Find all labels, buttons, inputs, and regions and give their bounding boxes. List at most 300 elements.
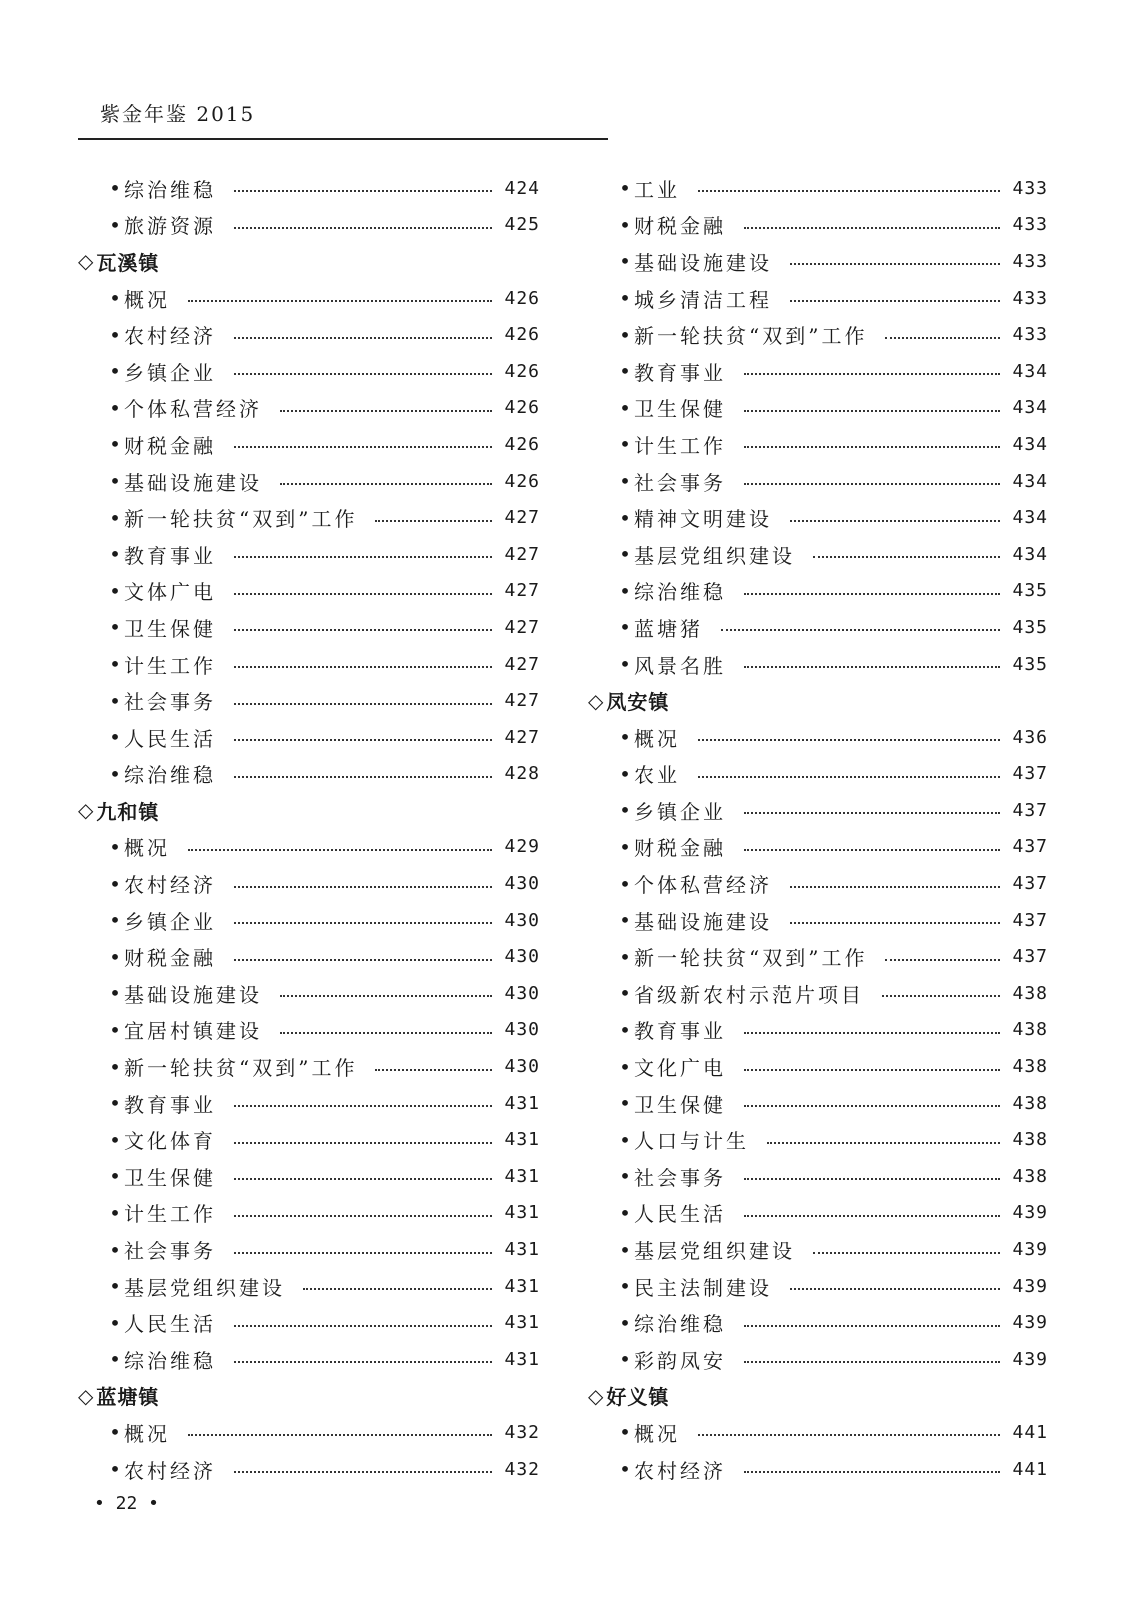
- bullet-icon: •: [109, 652, 121, 677]
- bullet-icon: •: [619, 176, 631, 201]
- dot-leader: [744, 1032, 1000, 1034]
- toc-entry[interactable]: [78, 1121, 540, 1158]
- toc-column-left: [78, 170, 540, 1487]
- toc-entry[interactable]: [78, 207, 540, 244]
- diamond-icon: ◇: [78, 798, 95, 823]
- bullet-icon: •: [619, 1200, 631, 1225]
- entry-page-number: 432: [504, 1458, 540, 1480]
- bullet-icon: •: [619, 1237, 631, 1262]
- entry-title: 乡镇企业: [634, 799, 726, 824]
- toc-entry[interactable]: [588, 1012, 1048, 1049]
- dot-leader: [234, 703, 492, 705]
- bullet-icon: •: [619, 578, 631, 603]
- entry-page-number: 429: [504, 836, 540, 858]
- entry-page-number: 427: [504, 507, 540, 529]
- toc-entry[interactable]: [588, 353, 1048, 390]
- bullet-icon: •: [109, 1127, 121, 1152]
- toc-entry[interactable]: [78, 1195, 540, 1232]
- dot-leader: [767, 1142, 1000, 1144]
- dot-leader: [885, 959, 1000, 961]
- entry-title: 计生工作: [124, 1202, 216, 1227]
- dot-leader: [280, 410, 492, 412]
- entry-title: 工业: [634, 177, 680, 202]
- dot-leader: [744, 1471, 1000, 1473]
- entry-page-number: 430: [504, 873, 540, 895]
- entry-title: 人民生活: [124, 1312, 216, 1337]
- dot-leader: [234, 190, 492, 192]
- entry-page-number: 431: [504, 1165, 540, 1187]
- dot-leader: [790, 922, 1000, 924]
- entry-title: 卫生保健: [634, 397, 726, 422]
- toc-entry[interactable]: [588, 1085, 1048, 1122]
- toc-entry[interactable]: [588, 390, 1048, 427]
- entry-page-number: 431: [504, 1092, 540, 1114]
- dot-leader: [303, 1288, 492, 1290]
- entry-title: 综治维稳: [634, 580, 726, 605]
- bullet-icon: •: [109, 1274, 121, 1299]
- entry-page-number: 438: [1012, 1056, 1048, 1078]
- dot-leader: [375, 520, 492, 522]
- toc-section-heading: [78, 243, 540, 280]
- entry-page-number: 431: [504, 1129, 540, 1151]
- toc-entry[interactable]: [588, 1158, 1048, 1195]
- entry-title: 财税金融: [634, 836, 726, 861]
- section-title: 好义镇: [606, 1385, 670, 1410]
- toc-entry[interactable]: [78, 573, 540, 610]
- bullet-icon: •: [109, 981, 121, 1006]
- bullet-icon: •: [109, 761, 121, 786]
- toc-entry[interactable]: [78, 1414, 540, 1451]
- toc-section-heading: [588, 682, 1048, 719]
- dot-leader: [234, 556, 492, 558]
- dot-leader: [744, 1325, 1000, 1327]
- dot-leader: [280, 995, 492, 997]
- toc-entry[interactable]: [78, 865, 540, 902]
- entry-page-number: 430: [504, 1056, 540, 1078]
- entry-title: 教育事业: [634, 360, 726, 385]
- entry-title: 基础设施建设: [634, 250, 772, 275]
- bullet-icon: •: [109, 688, 121, 713]
- dot-leader: [744, 849, 1000, 851]
- entry-title: 旅游资源: [124, 214, 216, 239]
- toc-entry[interactable]: [588, 170, 1048, 207]
- toc-entry[interactable]: [588, 1048, 1048, 1085]
- entry-page-number: 437: [1012, 946, 1048, 968]
- dot-leader: [188, 849, 492, 851]
- entry-page-number: 431: [504, 1348, 540, 1370]
- entry-title: 乡镇企业: [124, 360, 216, 385]
- bullet-icon: •: [619, 1347, 631, 1372]
- toc-entry[interactable]: [588, 1231, 1048, 1268]
- dot-leader: [234, 337, 492, 339]
- entry-title: 蓝塘猪: [634, 616, 703, 641]
- entry-page-number: 433: [1012, 214, 1048, 236]
- bullet-icon: •: [619, 1457, 631, 1482]
- toc-entry[interactable]: [78, 1451, 540, 1488]
- bullet-icon: •: [619, 432, 631, 457]
- entry-page-number: 433: [1012, 177, 1048, 199]
- bullet-icon: •: [619, 1054, 631, 1079]
- entry-title: 综治维稳: [124, 1348, 216, 1373]
- bullet-icon: •: [619, 1310, 631, 1335]
- bullet-icon: •: [619, 322, 631, 347]
- entry-page-number: 427: [504, 653, 540, 675]
- toc-section-heading: [78, 1378, 540, 1415]
- entry-title: 人民生活: [124, 726, 216, 751]
- dot-leader: [234, 666, 492, 668]
- entry-title: 计生工作: [634, 433, 726, 458]
- bullet-icon: •: [619, 212, 631, 237]
- diamond-icon: ◇: [588, 1383, 605, 1408]
- dot-leader: [234, 227, 492, 229]
- entry-page-number: 434: [1012, 543, 1048, 565]
- toc-entry[interactable]: [588, 1341, 1048, 1378]
- bullet-icon: •: [109, 944, 121, 969]
- bullet-icon: •: [109, 908, 121, 933]
- dot-leader: [698, 1434, 1000, 1436]
- toc-entry[interactable]: [588, 1268, 1048, 1305]
- entry-title: 财税金融: [124, 946, 216, 971]
- entry-title: 计生工作: [124, 653, 216, 678]
- entry-page-number: 434: [1012, 360, 1048, 382]
- toc-entry[interactable]: [78, 1341, 540, 1378]
- toc-entry[interactable]: [588, 646, 1048, 683]
- toc-entry[interactable]: [78, 170, 540, 207]
- entry-title: 财税金融: [634, 214, 726, 239]
- toc-entry[interactable]: [588, 280, 1048, 317]
- entry-page-number: 430: [504, 1019, 540, 1041]
- entry-page-number: 441: [1012, 1421, 1048, 1443]
- entry-page-number: 438: [1012, 1129, 1048, 1151]
- dot-leader: [744, 1105, 1000, 1107]
- toc-entry[interactable]: [588, 463, 1048, 500]
- entry-title: 新一轮扶贫“双到”工作: [634, 946, 868, 971]
- bullet-icon: •: [619, 834, 631, 859]
- entry-page-number: 435: [1012, 653, 1048, 675]
- diamond-icon: ◇: [78, 249, 95, 274]
- dot-leader: [234, 446, 492, 448]
- entry-page-number: 431: [504, 1275, 540, 1297]
- entry-page-number: 431: [504, 1312, 540, 1334]
- toc-entry[interactable]: [78, 536, 540, 573]
- entry-title: 概况: [124, 836, 170, 861]
- toc-entry[interactable]: [588, 426, 1048, 463]
- dot-leader: [813, 556, 1000, 558]
- entry-page-number: 427: [504, 580, 540, 602]
- dot-leader: [234, 1325, 492, 1327]
- entry-page-number: 427: [504, 726, 540, 748]
- entry-title: 农村经济: [124, 324, 216, 349]
- bullet-icon: •: [109, 176, 121, 201]
- entry-title: 文化广电: [634, 1056, 726, 1081]
- toc-entry[interactable]: [78, 1085, 540, 1122]
- entry-page-number: 432: [504, 1421, 540, 1443]
- entry-title: 彩韵凤安: [634, 1348, 726, 1373]
- entry-title: 教育事业: [634, 1019, 726, 1044]
- bullet-icon: •: [109, 1200, 121, 1225]
- dot-leader: [234, 373, 492, 375]
- entry-page-number: 435: [1012, 580, 1048, 602]
- dot-leader: [234, 1215, 492, 1217]
- bullet-icon: •: [109, 212, 121, 237]
- entry-page-number: 425: [504, 214, 540, 236]
- toc-entry[interactable]: [588, 975, 1048, 1012]
- dot-leader: [234, 1252, 492, 1254]
- dot-leader: [744, 812, 1000, 814]
- entry-page-number: 434: [1012, 470, 1048, 492]
- entry-title: 基层党组织建设: [634, 1239, 795, 1264]
- toc-entry[interactable]: [78, 938, 540, 975]
- bullet-icon: •: [619, 725, 631, 750]
- entry-title: 宜居村镇建设: [124, 1019, 262, 1044]
- entry-title: 文体广电: [124, 580, 216, 605]
- entry-page-number: 431: [504, 1202, 540, 1224]
- toc-entry[interactable]: [78, 1268, 540, 1305]
- toc-entry[interactable]: [588, 938, 1048, 975]
- entry-title: 财税金融: [124, 433, 216, 458]
- bullet-icon: •: [109, 1164, 121, 1189]
- entry-page-number: 438: [1012, 982, 1048, 1004]
- entry-page-number: 439: [1012, 1239, 1048, 1261]
- bullet-icon: •: [619, 249, 631, 274]
- running-header: 紫金年鉴 2015: [100, 102, 256, 126]
- dot-leader: [234, 1178, 492, 1180]
- dot-leader: [744, 666, 1000, 668]
- entry-title: 新一轮扶贫“双到”工作: [124, 1056, 358, 1081]
- bullet-icon: •: [109, 725, 121, 750]
- toc-entry[interactable]: [78, 902, 540, 939]
- toc-entry[interactable]: [78, 1304, 540, 1341]
- entry-title: 精神文明建设: [634, 507, 772, 532]
- section-title: 九和镇: [96, 799, 160, 824]
- toc-entry[interactable]: [588, 902, 1048, 939]
- toc-entry[interactable]: [78, 682, 540, 719]
- entry-page-number: 426: [504, 470, 540, 492]
- toc-entry[interactable]: [78, 1012, 540, 1049]
- entry-title: 概况: [124, 1421, 170, 1446]
- bullet-icon: •: [109, 1310, 121, 1335]
- dot-leader: [744, 593, 1000, 595]
- entry-page-number: 439: [1012, 1312, 1048, 1334]
- dot-leader: [698, 776, 1000, 778]
- entry-page-number: 430: [504, 982, 540, 1004]
- entry-page-number: 437: [1012, 763, 1048, 785]
- entry-page-number: 438: [1012, 1165, 1048, 1187]
- dot-leader: [744, 1361, 1000, 1363]
- section-title: 凤安镇: [606, 690, 670, 715]
- dot-leader: [790, 263, 1000, 265]
- entry-title: 个体私营经济: [634, 873, 772, 898]
- bullet-icon: •: [619, 395, 631, 420]
- toc-entry[interactable]: [78, 426, 540, 463]
- header-rule: [78, 138, 608, 140]
- dot-leader: [188, 1434, 492, 1436]
- dot-leader: [882, 995, 1000, 997]
- entry-title: 农村经济: [124, 873, 216, 898]
- dot-leader: [234, 739, 492, 741]
- entry-title: 基层党组织建设: [124, 1275, 285, 1300]
- toc-entry[interactable]: [588, 1304, 1048, 1341]
- entry-page-number: 427: [504, 616, 540, 638]
- entry-page-number: 438: [1012, 1092, 1048, 1114]
- bullet-icon: •: [619, 469, 631, 494]
- dot-leader: [234, 959, 492, 961]
- dot-leader: [234, 1142, 492, 1144]
- dot-leader: [234, 629, 492, 631]
- entry-title: 社会事务: [124, 690, 216, 715]
- toc-entry[interactable]: [78, 975, 540, 1012]
- dot-leader: [234, 886, 492, 888]
- bullet-icon: •: [619, 359, 631, 384]
- entry-page-number: 426: [504, 433, 540, 455]
- dot-leader: [790, 520, 1000, 522]
- entry-page-number: 430: [504, 909, 540, 931]
- toc-entry[interactable]: [588, 792, 1048, 829]
- diamond-icon: ◇: [588, 688, 605, 713]
- dot-leader: [744, 410, 1000, 412]
- entry-title: 社会事务: [124, 1239, 216, 1264]
- dot-leader: [375, 1069, 492, 1071]
- bullet-icon: •: [109, 542, 121, 567]
- entry-page-number: 439: [1012, 1348, 1048, 1370]
- entry-title: 省级新农村示范片项目: [634, 982, 864, 1007]
- entry-page-number: 437: [1012, 873, 1048, 895]
- entry-title: 乡镇企业: [124, 909, 216, 934]
- dot-leader: [744, 446, 1000, 448]
- section-title: 蓝塘镇: [96, 1385, 160, 1410]
- entry-title: 个体私营经济: [124, 397, 262, 422]
- toc-entry[interactable]: [78, 463, 540, 500]
- entry-title: 教育事业: [124, 1092, 216, 1117]
- entry-title: 农业: [634, 763, 680, 788]
- entry-page-number: 438: [1012, 1019, 1048, 1041]
- dot-leader: [698, 190, 1000, 192]
- entry-page-number: 428: [504, 763, 540, 785]
- toc-entry[interactable]: [78, 719, 540, 756]
- entry-page-number: 427: [504, 543, 540, 565]
- bullet-icon: •: [109, 505, 121, 530]
- toc-entry[interactable]: [588, 1451, 1048, 1488]
- toc-entry[interactable]: [78, 1231, 540, 1268]
- bullet-icon: •: [619, 944, 631, 969]
- entry-title: 民主法制建设: [634, 1275, 772, 1300]
- toc-column-right: [588, 170, 1048, 1487]
- entry-page-number: 426: [504, 324, 540, 346]
- dot-leader: [744, 1069, 1000, 1071]
- toc-entry[interactable]: [588, 243, 1048, 280]
- bullet-icon: •: [619, 981, 631, 1006]
- toc-entry[interactable]: [588, 499, 1048, 536]
- entry-page-number: 434: [1012, 397, 1048, 419]
- entry-page-number: 437: [1012, 799, 1048, 821]
- entry-title: 农村经济: [634, 1458, 726, 1483]
- dot-leader: [234, 922, 492, 924]
- entry-page-number: 435: [1012, 616, 1048, 638]
- toc-entry[interactable]: [588, 756, 1048, 793]
- entry-page-number: 424: [504, 177, 540, 199]
- dot-leader: [744, 227, 1000, 229]
- toc-entry[interactable]: [588, 316, 1048, 353]
- entry-title: 卫生保健: [634, 1092, 726, 1117]
- toc-entry[interactable]: [588, 829, 1048, 866]
- bullet-icon: •: [109, 834, 121, 859]
- entry-page-number: 426: [504, 287, 540, 309]
- dot-leader: [234, 1471, 492, 1473]
- bullet-icon: •: [619, 1164, 631, 1189]
- toc-entry[interactable]: [78, 609, 540, 646]
- bullet-icon: •: [109, 1017, 121, 1042]
- entry-title: 概况: [634, 1421, 680, 1446]
- toc-entry[interactable]: [588, 1414, 1048, 1451]
- dot-leader: [744, 373, 1000, 375]
- toc-entry[interactable]: [588, 865, 1048, 902]
- entry-page-number: 426: [504, 360, 540, 382]
- toc-entry[interactable]: [588, 1121, 1048, 1158]
- entry-title: 基础设施建设: [124, 982, 262, 1007]
- bullet-icon: •: [109, 359, 121, 384]
- dot-leader: [813, 1252, 1000, 1254]
- toc-entry[interactable]: [588, 573, 1048, 610]
- bullet-icon: •: [619, 1017, 631, 1042]
- toc-entry[interactable]: [78, 280, 540, 317]
- dot-leader: [234, 1361, 492, 1363]
- bullet-icon: •: [619, 761, 631, 786]
- entry-title: 社会事务: [634, 1165, 726, 1190]
- entry-title: 综治维稳: [124, 177, 216, 202]
- bullet-icon: •: [619, 615, 631, 640]
- toc-entry[interactable]: [78, 390, 540, 427]
- dot-leader: [234, 1105, 492, 1107]
- bullet-icon: •: [619, 1127, 631, 1152]
- toc-entry[interactable]: [588, 1195, 1048, 1232]
- diamond-icon: ◇: [78, 1383, 95, 1408]
- toc-entry[interactable]: [78, 756, 540, 793]
- bullet-icon: •: [109, 395, 121, 420]
- bullet-icon: •: [109, 1457, 121, 1482]
- bullet-icon: •: [109, 578, 121, 603]
- entry-title: 基础设施建设: [634, 909, 772, 934]
- toc-entry[interactable]: [78, 829, 540, 866]
- dot-leader: [234, 776, 492, 778]
- page-folio: • 22 •: [94, 1493, 160, 1514]
- toc-entry[interactable]: [588, 207, 1048, 244]
- entry-page-number: 431: [504, 1239, 540, 1261]
- toc-entry[interactable]: [78, 1048, 540, 1085]
- toc-entry[interactable]: [78, 353, 540, 390]
- entry-title: 社会事务: [634, 470, 726, 495]
- dot-leader: [790, 886, 1000, 888]
- toc-entry[interactable]: [78, 646, 540, 683]
- toc-entry[interactable]: [588, 609, 1048, 646]
- entry-page-number: 430: [504, 946, 540, 968]
- toc-entry[interactable]: [78, 499, 540, 536]
- entry-title: 人民生活: [634, 1202, 726, 1227]
- toc-entry[interactable]: [78, 316, 540, 353]
- dot-leader: [790, 1288, 1000, 1290]
- entry-title: 人口与计生: [634, 1129, 749, 1154]
- entry-page-number: 437: [1012, 909, 1048, 931]
- entry-page-number: 433: [1012, 287, 1048, 309]
- bullet-icon: •: [109, 615, 121, 640]
- dot-leader: [744, 483, 1000, 485]
- toc-entry[interactable]: [78, 1158, 540, 1195]
- entry-title: 综治维稳: [634, 1312, 726, 1337]
- toc-entry[interactable]: [588, 719, 1048, 756]
- toc-entry[interactable]: [588, 536, 1048, 573]
- entry-title: 概况: [634, 726, 680, 751]
- entry-title: 概况: [124, 287, 170, 312]
- bullet-icon: •: [619, 1091, 631, 1116]
